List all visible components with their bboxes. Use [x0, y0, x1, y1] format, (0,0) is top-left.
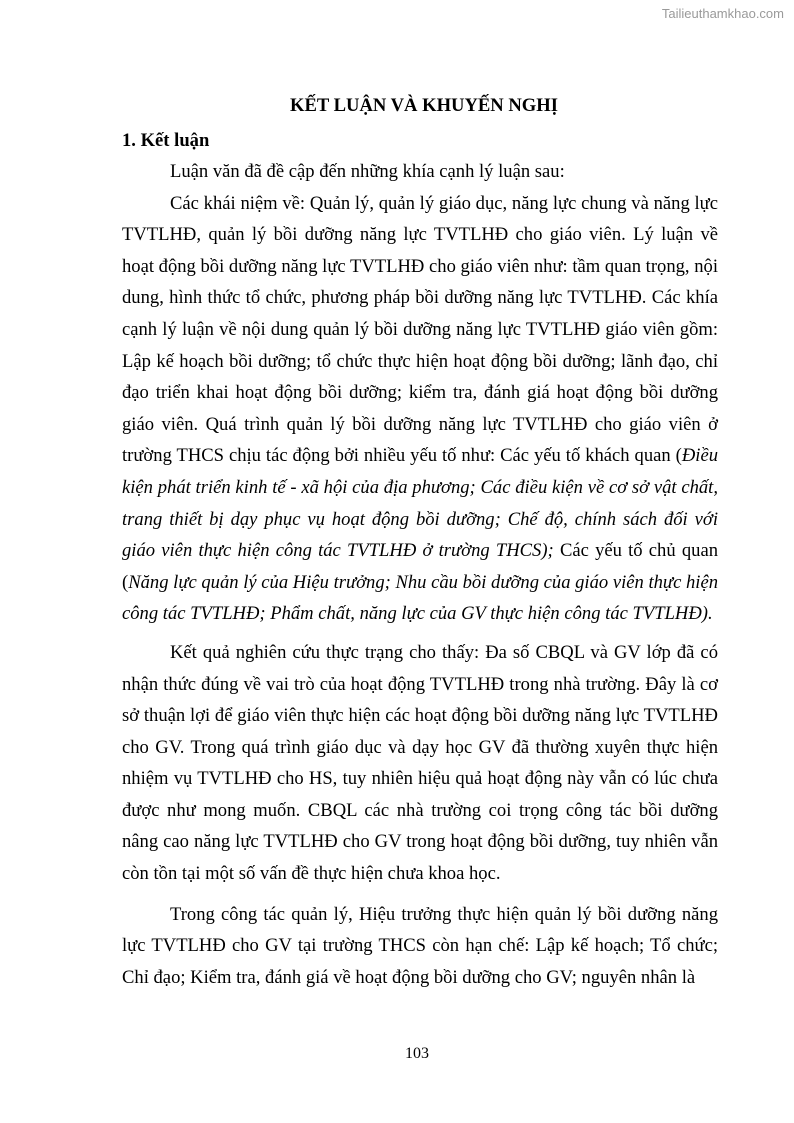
paragraph-theory-subjective-factors: Năng lực quản lý của Hiệu trưởng; Nhu cầu bồi dưỡng của giáo viên thực hiện công tác TVTLHĐ; Phẩm chất, năng lực của GV thực hiện công tác TVTLHĐ). — [122, 571, 718, 625]
page-number: 103 — [405, 1045, 429, 1062]
paragraph-findings: Kết quả nghiên cứu thực trạng cho thấy: Đa số CBQL và GV lớp đã có nhận thức đúng về vai trò của hoạt động TVTLHĐ trong nhà trường. Đây là cơ sở thuận lợi để giáo viên thực hiện các hoạt động bồi dưỡng năng lực TVTLHĐ cho GV. Trong quá trình giáo dục và dạy học GV đã thường xuyên thực hiện nhiệm vụ TVTLHĐ cho HS, tuy nhiên hiệu quả hoạt động này vẫn có lúc chưa được như mong muốn. CBQL các nhà trường coi trọng công tác bồi dưỡng nâng cao năng lực TVTLHĐ cho GV trong hoạt động bồi dưỡng, tuy nhiên vẫn còn tồn tại một số vấn đề thực hiện chưa khoa học. — [122, 641, 718, 885]
section-heading: 1. Kết luận — [122, 130, 210, 151]
paragraph-intro: Luận văn đã đề cập đến những khía cạnh lý luận sau: — [170, 161, 565, 182]
paragraph-management: Trong công tác quản lý, Hiệu trưởng thực hiện quản lý bồi dưỡng năng lực TVTLHĐ cho GV tại trường THCS còn hạn chế: Lập kế hoạch; Tổ chức; Chỉ đạo; Kiểm tra, đánh giá về hoạt động bồi dưỡng cho GV; nguyên nhân là — [122, 903, 718, 988]
watermark: Tailieuthamkhao.com — [661, 6, 784, 21]
paragraph-theory-text: Các khái niệm về: Quản lý, quản lý giáo dục, năng lực chung và năng lực TVTLHĐ, quản lý bồi dưỡng năng lực TVTLHĐ cho giáo viên. Lý luận về hoạt động bồi dưỡng năng lực TVTLHĐ cho giáo viên như: tầm quan trọng, nội dung, hình thức tổ chức, phương pháp bồi dưỡng năng lực TVTLHĐ. Các khía cạnh lý luận về nội dung quản lý bồi dưỡng năng lực TVTLHĐ giáo viên gồm: Lập kế hoạch bồi dưỡng; tổ chức thực hiện hoạt động bồi dưỡng; lãnh đạo, chỉ đạo triển khai hoạt động bồi dưỡng; kiểm tra, đánh giá hoạt động bồi dưỡng giáo viên. Quá trình quản lý bồi dưỡng năng lực TVTLHĐ cho giáo viên ở trường THCS chịu tác động bởi nhiều yếu tố như: Các yếu tố khách quan ( — [122, 192, 718, 467]
paragraph-theory-objective-factors: Điều kiện phát triển kinh tế - xã hội của địa phương; Các điều kiện về cơ sở vật chất, trang thiết bị dạy phục vụ hoạt động bồi dưỡng; Chế độ, chính sách đối với giáo viên thực hiện công tác TVTLHĐ ở trường THCS); — [122, 445, 718, 562]
paragraph-theory — [122, 188, 718, 630]
page-title: KẾT LUẬN VÀ KHUYẾN NGHỊ — [290, 95, 558, 116]
page-content — [122, 92, 718, 993]
paragraph-theory-text-2: Các yếu tố chủ quan ( — [122, 540, 718, 593]
